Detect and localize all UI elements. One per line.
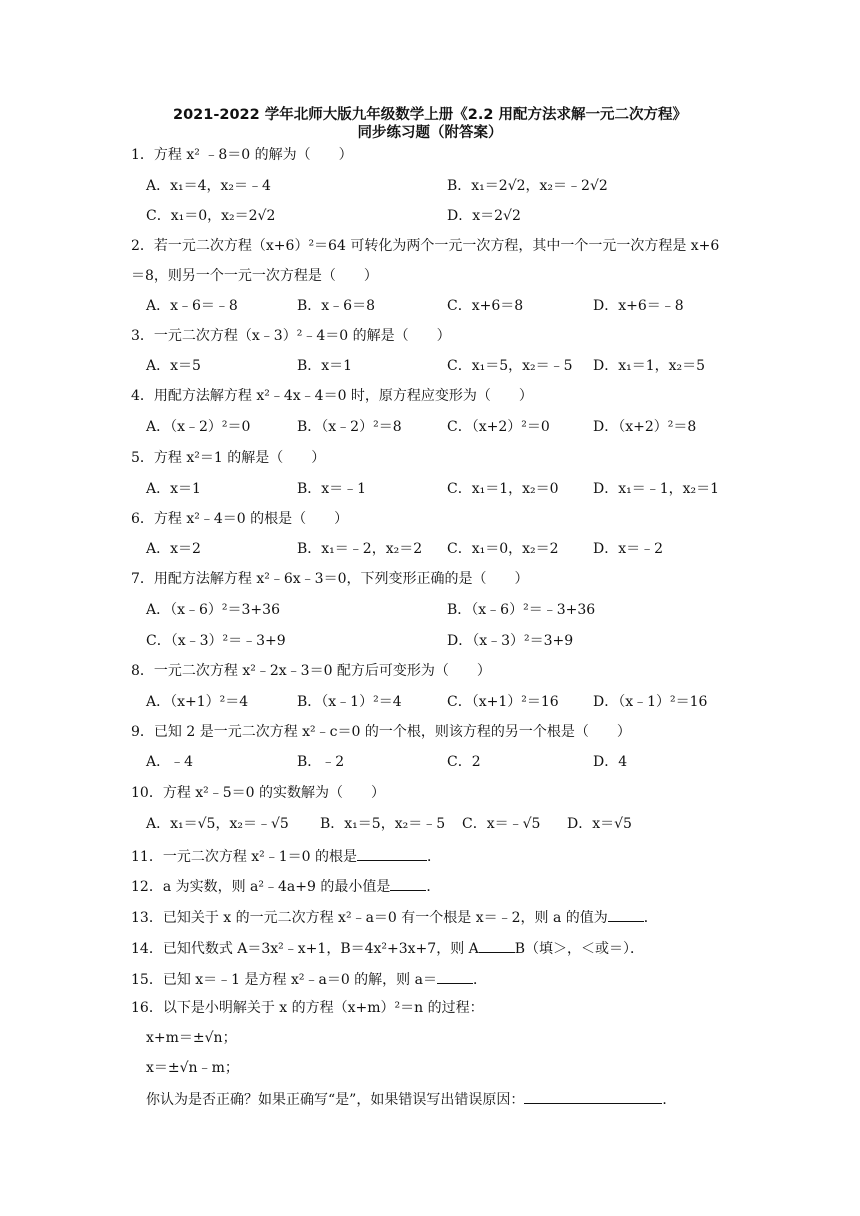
question-13-text: 13．已知关于 x 的一元二次方程 x²﹣a＝0 有一个根是 x＝﹣2，则 a 的值为 [131, 910, 608, 926]
answer-blank-13[interactable] [608, 907, 644, 922]
question-2-stem-line-1: 2．若一元二次方程（x+6）²＝64 可转化为两个一元一次方程，其中一个一元一次方程是 x+6 [131, 238, 720, 254]
question-6-stem: 6．方程 x²﹣4＝0 的根是（ ） [131, 511, 349, 527]
question-16-period: ． [662, 1092, 677, 1108]
question-9-stem: 9．已知 2 是一元二次方程 x²﹣c＝0 的一个根，则该方程的另一个根是（ ） [131, 724, 631, 740]
question-15-text: 15．已知 x＝﹣1 是方程 x²﹣a＝0 的解，则 a＝ [131, 972, 437, 988]
question-7-option-d: D．（x﹣3）²＝3+9 [447, 633, 574, 649]
question-2-option-b: B．x﹣6＝8 [297, 298, 375, 314]
question-9-option-d: D．4 [593, 754, 628, 770]
question-6-option-c: C．x₁＝0，x₂＝2 [447, 541, 559, 557]
question-8-option-b: B．（x﹣1）²＝4 [297, 694, 402, 710]
question-5-stem: 5．方程 x²＝1 的解是（ ） [131, 450, 326, 466]
question-14-text-post: B（填＞，＜或＝）． [514, 941, 645, 957]
question-16-step-2: x＝±√n﹣m； [146, 1060, 239, 1076]
question-3-stem: 3．一元二次方程（x﹣3）²﹣4＝0 的解是（ ） [131, 328, 451, 344]
answer-blank-11[interactable] [357, 846, 427, 861]
question-7-option-c: C．（x﹣3）²＝﹣3+9 [146, 633, 286, 649]
title-line-1: 2021-2022 学年北师大版九年级数学上册《2.2 用配方法求解一元二次方程》 [172, 107, 687, 123]
question-3-option-a: A．x＝5 [146, 358, 201, 374]
question-2-option-d: D．x+6＝﹣8 [593, 298, 684, 314]
question-14 [131, 938, 644, 958]
question-10-option-d: D．x＝√5 [567, 816, 632, 832]
question-12-text: 12．a 为实数，则 a²﹣4a+9 的最小值是 [131, 879, 391, 895]
question-1-option-d: D．x＝2√2 [447, 208, 521, 224]
question-4-option-b: B．（x﹣2）²＝8 [297, 419, 402, 435]
question-6-option-d: D．x＝﹣2 [593, 541, 664, 557]
question-3-option-b: B．x＝1 [297, 358, 353, 374]
question-6-option-a: A．x＝2 [146, 541, 201, 557]
answer-blank-15[interactable] [437, 969, 473, 984]
question-11-text: 11．一元二次方程 x²﹣1＝0 的根是 [131, 849, 358, 865]
question-13-period: ． [643, 910, 658, 926]
question-7-option-a: A．（x﹣6）²＝3+36 [146, 602, 280, 618]
question-15 [131, 969, 487, 989]
title-line-2: 同步练习题（附答案） [357, 125, 503, 141]
question-9-option-a: A．﹣4 [146, 754, 194, 770]
question-2-option-a: A．x﹣6＝﹣8 [146, 298, 238, 314]
question-16-step-1: x+m＝±√n； [146, 1030, 237, 1046]
question-11-period: ． [427, 849, 442, 865]
question-16-stem: 16．以下是小明解关于 x 的方程（x+m）²＝n 的过程： [131, 1000, 484, 1016]
answer-blank-12[interactable] [390, 876, 426, 891]
question-2-stem-line-2: ＝8，则另一个一元一次方程是（ ） [131, 268, 378, 284]
question-11 [131, 846, 441, 866]
question-3-option-d: D．x₁＝1，x₂＝5 [593, 358, 706, 374]
question-16-ask [146, 1089, 676, 1109]
question-9-option-c: C．2 [447, 754, 481, 770]
answer-blank-14[interactable] [479, 938, 515, 953]
question-10-option-b: B．x₁＝5，x₂＝﹣5 [320, 816, 446, 832]
question-8-stem: 8．一元二次方程 x²﹣2x﹣3＝0 配方后可变形为（ ） [131, 663, 491, 679]
question-1-option-a: A．x₁＝4，x₂＝﹣4 [146, 178, 271, 194]
answer-blank-16[interactable] [524, 1089, 662, 1104]
question-4-option-d: D．（x+2）²＝8 [593, 419, 697, 435]
question-16-ask-text: 你认为是否正确？如果正确写“是”，如果错误写出错误原因： [146, 1092, 525, 1108]
question-5-option-b: B．x＝﹣1 [297, 481, 367, 497]
question-6-option-b: B．x₁＝﹣2，x₂＝2 [297, 541, 423, 557]
question-7-option-b: B．（x﹣6）²＝﹣3+36 [447, 602, 596, 618]
question-7-stem: 7．用配方法解方程 x²﹣6x﹣3＝0，下列变形正确的是（ ） [131, 571, 529, 587]
question-1-stem: 1．方程 x² ﹣8＝0 的解为（ ） [131, 147, 353, 163]
question-10-option-c: C．x＝﹣√5 [462, 816, 541, 832]
question-3-option-c: C．x₁＝5，x₂＝﹣5 [447, 358, 573, 374]
question-2-option-c: C．x+6＝8 [447, 298, 524, 314]
question-4-stem: 4．用配方法解方程 x²﹣4x﹣4＝0 时，原方程应变形为（ ） [131, 388, 533, 404]
question-12-period: ． [426, 879, 441, 895]
question-5-option-d: D．x₁＝﹣1，x₂＝1 [593, 481, 720, 497]
question-1-option-b: B．x₁＝2√2，x₂＝﹣2√2 [447, 178, 608, 194]
question-9-option-b: B．﹣2 [297, 754, 345, 770]
question-5-option-c: C．x₁＝1，x₂＝0 [447, 481, 559, 497]
question-1-option-c: C．x₁＝0，x₂＝2√2 [146, 208, 276, 224]
question-4-option-c: C．（x+2）²＝0 [447, 419, 550, 435]
question-10-stem: 10．方程 x²﹣5＝0 的实数解为（ ） [131, 785, 386, 801]
question-4-option-a: A．（x﹣2）²＝0 [146, 419, 251, 435]
question-10-option-a: A．x₁＝√5，x₂＝﹣√5 [146, 816, 289, 832]
question-15-period: ． [472, 972, 487, 988]
question-14-text-pre: 14．已知代数式 A＝3x²﹣x+1，B＝4x²+3x+7，则 A [131, 941, 479, 957]
question-5-option-a: A．x＝1 [146, 481, 201, 497]
question-8-option-c: C．（x+1）²＝16 [447, 694, 559, 710]
question-13 [131, 907, 658, 927]
question-12 [131, 876, 440, 896]
question-8-option-d: D．（x﹣1）²＝16 [593, 694, 708, 710]
question-8-option-a: A．（x+1）²＝4 [146, 694, 249, 710]
